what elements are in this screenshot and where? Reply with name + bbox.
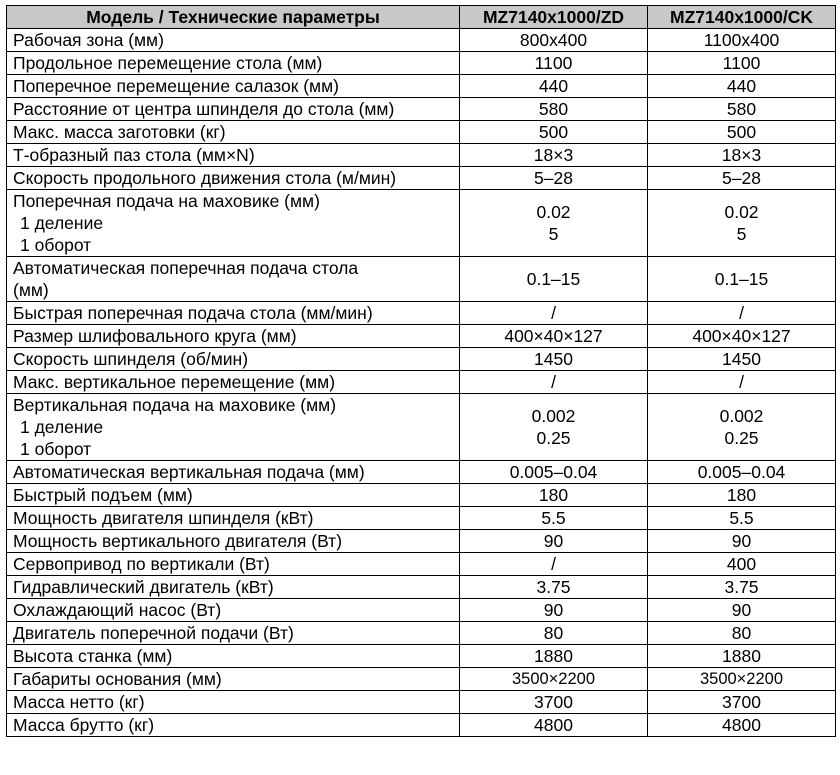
row-value-zd: 18×3 xyxy=(460,144,648,167)
row-value-zd: 400×40×127 xyxy=(460,325,648,348)
table-row xyxy=(7,29,836,52)
row-param: Расстояние от центра шпинделя до стола (мм) xyxy=(7,98,460,121)
row-param: Скорость продольного движения стола (м/мин) xyxy=(7,167,460,190)
row-value-ck: 1100x400 xyxy=(648,29,836,52)
row-value-zd: / xyxy=(460,302,648,325)
row-param: Масса брутто (кг) xyxy=(7,714,460,737)
table-row xyxy=(7,668,836,691)
row-value-ck: 5.5 xyxy=(648,507,836,530)
table-row xyxy=(7,257,836,302)
row-value-ck: 3.75 xyxy=(648,576,836,599)
row-param: Сервопривод по вертикали (Вт) xyxy=(7,553,460,576)
row-value-ck xyxy=(648,190,836,257)
table-row xyxy=(7,121,836,144)
row-param: Размер шлифовального круга (мм) xyxy=(7,325,460,348)
row-value-zd: 3700 xyxy=(460,691,648,714)
row-param: Масса нетто (кг) xyxy=(7,691,460,714)
row-param-sub: 1 деление xyxy=(20,417,104,437)
row-param: Охлаждающий насос (Вт) xyxy=(7,599,460,622)
row-param-sub: 1 деление xyxy=(20,213,104,233)
table-row xyxy=(7,553,836,576)
row-param: Автоматическая вертикальная подача (мм) xyxy=(7,461,460,484)
row-value-ck: 80 xyxy=(648,622,836,645)
table-row xyxy=(7,52,836,75)
row-value-zd: 1100 xyxy=(460,52,648,75)
row-value-zd xyxy=(460,394,648,461)
row-value-zd: 0.005–0.04 xyxy=(460,461,648,484)
row-value-ck: 400 xyxy=(648,553,836,576)
row-param-title: Поперечная подача на маховике (мм) xyxy=(13,191,320,211)
row-value-ck xyxy=(648,394,836,461)
row-value-zd: / xyxy=(460,371,648,394)
value-line: 5 xyxy=(548,224,559,244)
row-value-ck: 0.005–0.04 xyxy=(648,461,836,484)
table-row xyxy=(7,691,836,714)
row-value-ck: 3700 xyxy=(648,691,836,714)
value-line: 0.25 xyxy=(536,428,571,448)
row-value-zd: 580 xyxy=(460,98,648,121)
table-row xyxy=(7,576,836,599)
row-param: Двигатель поперечной подачи (Вт) xyxy=(7,622,460,645)
row-value-zd: 3500×2200 xyxy=(460,668,648,691)
row-value-ck: 180 xyxy=(648,484,836,507)
row-value-zd: 1880 xyxy=(460,645,648,668)
row-param: Быстрая поперечная подача стола (мм/мин) xyxy=(7,302,460,325)
row-value-zd: 180 xyxy=(460,484,648,507)
row-value-zd: 80 xyxy=(460,622,648,645)
table-row xyxy=(7,98,836,121)
row-param: Продольное перемещение стола (мм) xyxy=(7,52,460,75)
row-param: Высота станка (мм) xyxy=(7,645,460,668)
header-model-ck: MZ7140x1000/CK xyxy=(648,6,836,29)
row-param: Т-образный паз стола (мм×N) xyxy=(7,144,460,167)
row-param: Мощность двигателя шпинделя (кВт) xyxy=(7,507,460,530)
row-value-zd xyxy=(460,190,648,257)
row-param: Поперечное перемещение салазок (мм) xyxy=(7,75,460,98)
row-param xyxy=(7,190,460,257)
row-value-ck: 90 xyxy=(648,599,836,622)
row-value-ck: 4800 xyxy=(648,714,836,737)
row-value-ck: 580 xyxy=(648,98,836,121)
row-param: Гидравлический двигатель (кВт) xyxy=(7,576,460,599)
spec-table xyxy=(6,5,836,737)
row-value-ck: 500 xyxy=(648,121,836,144)
value-line: 0.002 xyxy=(531,406,576,426)
row-param: Рабочая зона (мм) xyxy=(7,29,460,52)
value-line: 0.02 xyxy=(724,202,759,222)
row-value-zd: 800x400 xyxy=(460,29,648,52)
row-value-zd: 0.1–15 xyxy=(460,257,648,302)
table-row xyxy=(7,75,836,98)
header-row xyxy=(7,6,836,29)
row-value-ck: 1880 xyxy=(648,645,836,668)
header-param: Модель / Технические параметры xyxy=(7,6,460,29)
table-row xyxy=(7,325,836,348)
row-value-ck: 400×40×127 xyxy=(648,325,836,348)
value-line: 0.002 xyxy=(719,406,764,426)
table-row xyxy=(7,622,836,645)
row-value-ck: 90 xyxy=(648,530,836,553)
row-param-sub: 1 оборот xyxy=(20,439,92,459)
row-param: Скорость шпинделя (об/мин) xyxy=(7,348,460,371)
row-value-ck: 1450 xyxy=(648,348,836,371)
table-row xyxy=(7,348,836,371)
row-value-ck: 3500×2200 xyxy=(648,668,836,691)
table-row xyxy=(7,507,836,530)
table-row xyxy=(7,599,836,622)
table-row xyxy=(7,461,836,484)
table-row xyxy=(7,484,836,507)
row-param-line: (мм) xyxy=(13,280,49,300)
row-param: Мощность вертикального двигателя (Вт) xyxy=(7,530,460,553)
row-param-title: Вертикальная подача на маховике (мм) xyxy=(13,395,337,415)
row-value-zd: 500 xyxy=(460,121,648,144)
row-param xyxy=(7,394,460,461)
table-row xyxy=(7,167,836,190)
row-param: Быстрый подъем (мм) xyxy=(7,484,460,507)
row-value-zd: 4800 xyxy=(460,714,648,737)
value-line: 0.02 xyxy=(536,202,571,222)
table-row xyxy=(7,144,836,167)
row-param-line: Автоматическая поперечная подача стола xyxy=(13,258,359,278)
row-param: Габариты основания (мм) xyxy=(7,668,460,691)
row-value-zd: 5.5 xyxy=(460,507,648,530)
row-value-zd: 90 xyxy=(460,530,648,553)
row-param: Макс. масса заготовки (кг) xyxy=(7,121,460,144)
row-value-zd: 1450 xyxy=(460,348,648,371)
table-row xyxy=(7,394,836,461)
row-param-sub: 1 оборот xyxy=(20,235,92,255)
row-value-ck: 5–28 xyxy=(648,167,836,190)
row-param xyxy=(7,257,460,302)
row-param: Макс. вертикальное перемещение (мм) xyxy=(7,371,460,394)
row-value-zd: / xyxy=(460,553,648,576)
table-row xyxy=(7,302,836,325)
row-value-ck: 440 xyxy=(648,75,836,98)
table-row xyxy=(7,190,836,257)
row-value-zd: 5–28 xyxy=(460,167,648,190)
row-value-ck: 1100 xyxy=(648,52,836,75)
table-row xyxy=(7,645,836,668)
header-model-zd: MZ7140x1000/ZD xyxy=(460,6,648,29)
row-value-zd: 90 xyxy=(460,599,648,622)
row-value-zd: 440 xyxy=(460,75,648,98)
table-row xyxy=(7,530,836,553)
row-value-ck: / xyxy=(648,302,836,325)
value-line: 5 xyxy=(736,224,747,244)
row-value-ck: 18×3 xyxy=(648,144,836,167)
row-value-ck: 0.1–15 xyxy=(648,257,836,302)
value-line: 0.25 xyxy=(724,428,759,448)
row-value-ck: / xyxy=(648,371,836,394)
table-row xyxy=(7,714,836,737)
row-value-zd: 3.75 xyxy=(460,576,648,599)
table-row xyxy=(7,371,836,394)
